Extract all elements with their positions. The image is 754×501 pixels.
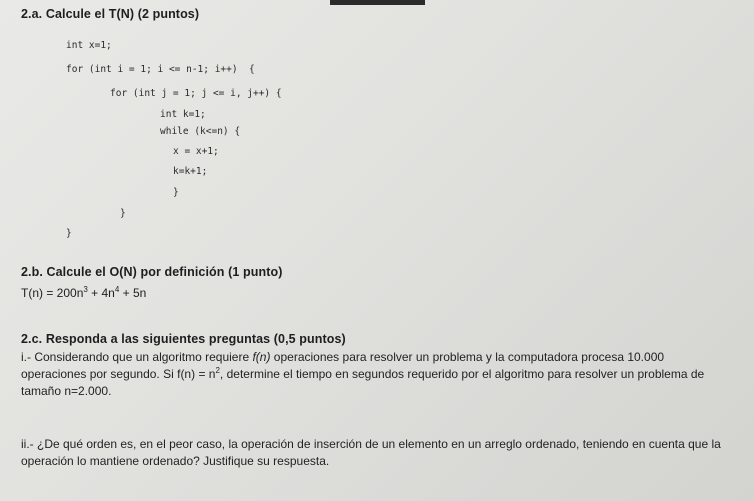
formula-exp-2: 4 — [114, 285, 120, 294]
code-line: int k=1; — [160, 109, 206, 120]
q1-part-1: i.- Considerando que un algoritmo requiere — [21, 350, 253, 364]
formula — [21, 286, 146, 300]
header-bar — [330, 0, 425, 5]
code-line: for (int i = 1; i <= n-1; i++) { — [66, 64, 255, 75]
q1-function: f(n) — [252, 350, 271, 364]
formula-exp-1: 3 — [83, 285, 88, 294]
question-2: ii.- ¿De qué orden es, en el peor caso, la operación de inserción de un elemento en un arreglo ordenado, teniendo en cuenta que la operación lo mantiene ordenado? Justifique su respuesta. — [21, 437, 721, 468]
code-line: } — [173, 187, 179, 198]
code-line: x = x+1; — [173, 146, 219, 157]
code-line: for (int j = 1; j <= i, j++) { — [110, 88, 282, 99]
code-line: k=k+1; — [173, 166, 208, 177]
section-b-heading: 2.b. Calcule el O(N) por definición (1 punto) — [21, 265, 283, 279]
section-c-heading: 2.c. Responda a las siguientes preguntas (0,5 puntos) — [21, 332, 346, 346]
code-line: } — [120, 208, 126, 219]
code-line: while (k<=n) { — [160, 126, 241, 137]
q1-part-3: , determine el tiempo en segundos requerido por el algoritmo para resolver un problema de tamaño n=2.000. — [21, 367, 705, 398]
q1-exponent: 2 — [215, 366, 220, 375]
code-line: } — [66, 228, 72, 239]
code-line: int x=1; — [66, 40, 112, 51]
formula-lhs: T(n) = 200n — [21, 286, 84, 300]
formula-rhs: + 5n — [119, 286, 147, 300]
section-a-heading: 2.a. Calcule el T(N) (2 puntos) — [21, 7, 200, 21]
formula-mid: + 4n — [87, 286, 115, 300]
question-1 — [21, 349, 721, 400]
q1-part-2: operaciones para resolver un problema y la computadora procesa 10.000 operaciones por segundo. Si f(n) = n — [21, 350, 665, 381]
